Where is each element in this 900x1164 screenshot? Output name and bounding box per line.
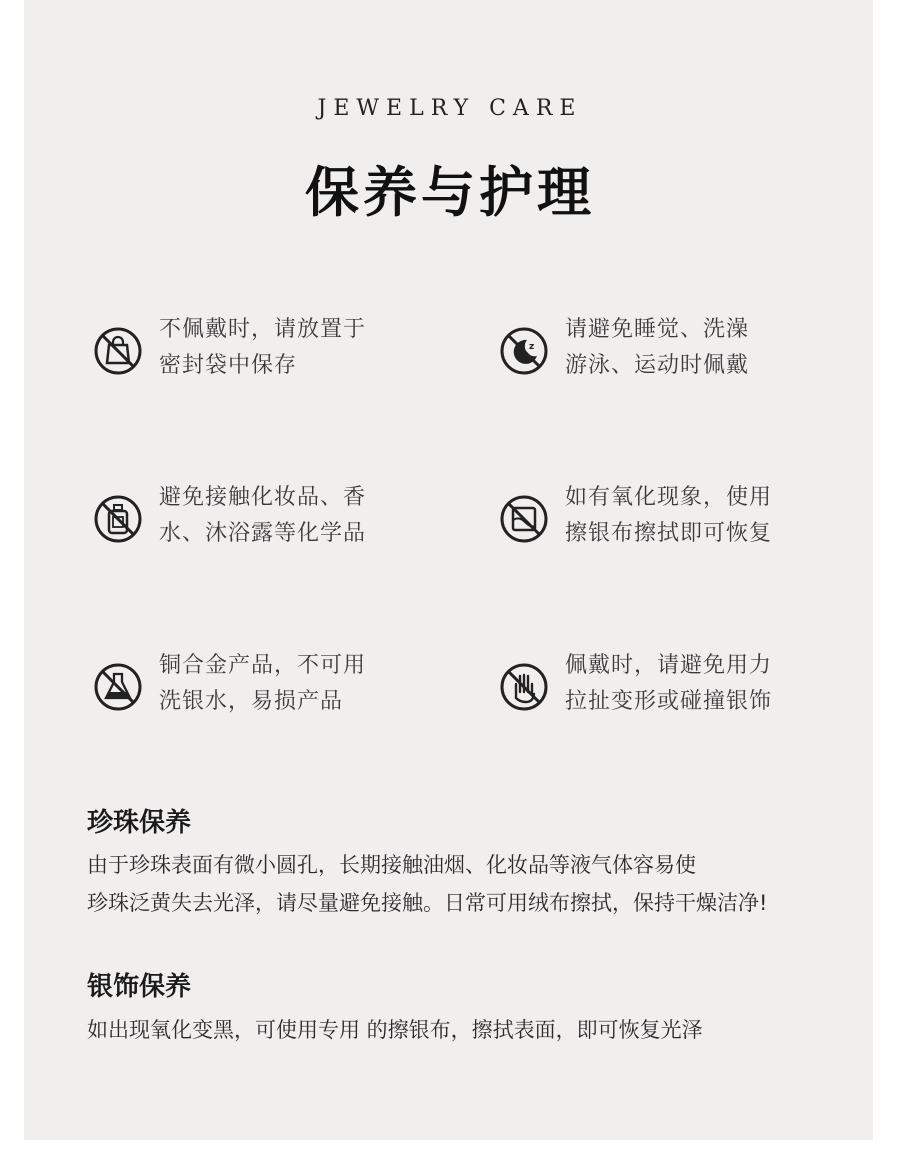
tip-line: 避免接触化妆品、香 [159,485,367,510]
paragraph-line: 如出现氧化变黑，可使用专用 的擦银布，擦拭表面，即可恢复光泽 [87,1018,703,1042]
tip-line: 佩戴时，请避免用力 [565,653,773,678]
tip-line: 擦银布擦拭即可恢复 [565,521,773,546]
no-hand-icon [499,662,549,712]
no-sleep-icon [499,326,549,376]
tip-line: 不佩戴时，请放置于 [159,317,367,342]
tip-storage [93,312,473,392]
silver-care-text [87,1011,703,1049]
tip-force [499,648,879,728]
tip-line: 铜合金产品，不可用 [159,653,367,678]
svg-text:z: z [529,342,535,352]
paragraph-line: 由于珍珠表面有微小圆孔，长期接触油烟、化妆品等液气体容易使 [87,853,696,877]
tip-oxidation [499,480,879,560]
pearl-care-text [87,846,767,922]
silver-care-title: 银饰保养 [87,972,192,1002]
no-cloth-icon [499,494,549,544]
page-title: 保养与护理 [305,161,595,224]
no-perfume-icon [93,494,143,544]
tip-activity [499,312,879,392]
no-bag-icon [93,326,143,376]
tip-line: 拉扯变形或碰撞银饰 [565,689,773,714]
tip-line: 水、沐浴露等化学品 [159,521,367,546]
tip-chemicals [93,480,473,560]
pearl-care-title: 珍珠保养 [87,808,192,838]
tip-line: 洗银水，易损产品 [159,689,344,714]
no-flask-icon [93,662,143,712]
tip-line: 密封袋中保存 [159,353,298,378]
tip-copper-alloy [93,648,473,728]
tip-line: 请避免睡觉、洗澡 [565,317,750,342]
page-subtitle: JEWELRY CARE [317,96,583,121]
tip-line: 如有氧化现象，使用 [565,485,773,510]
tip-line: 游泳、运动时佩戴 [565,353,750,378]
paragraph-line: 珍珠泛黄失去光泽，请尽量避免接触。日常可用绒布擦拭，保持干燥洁净! [87,891,768,915]
